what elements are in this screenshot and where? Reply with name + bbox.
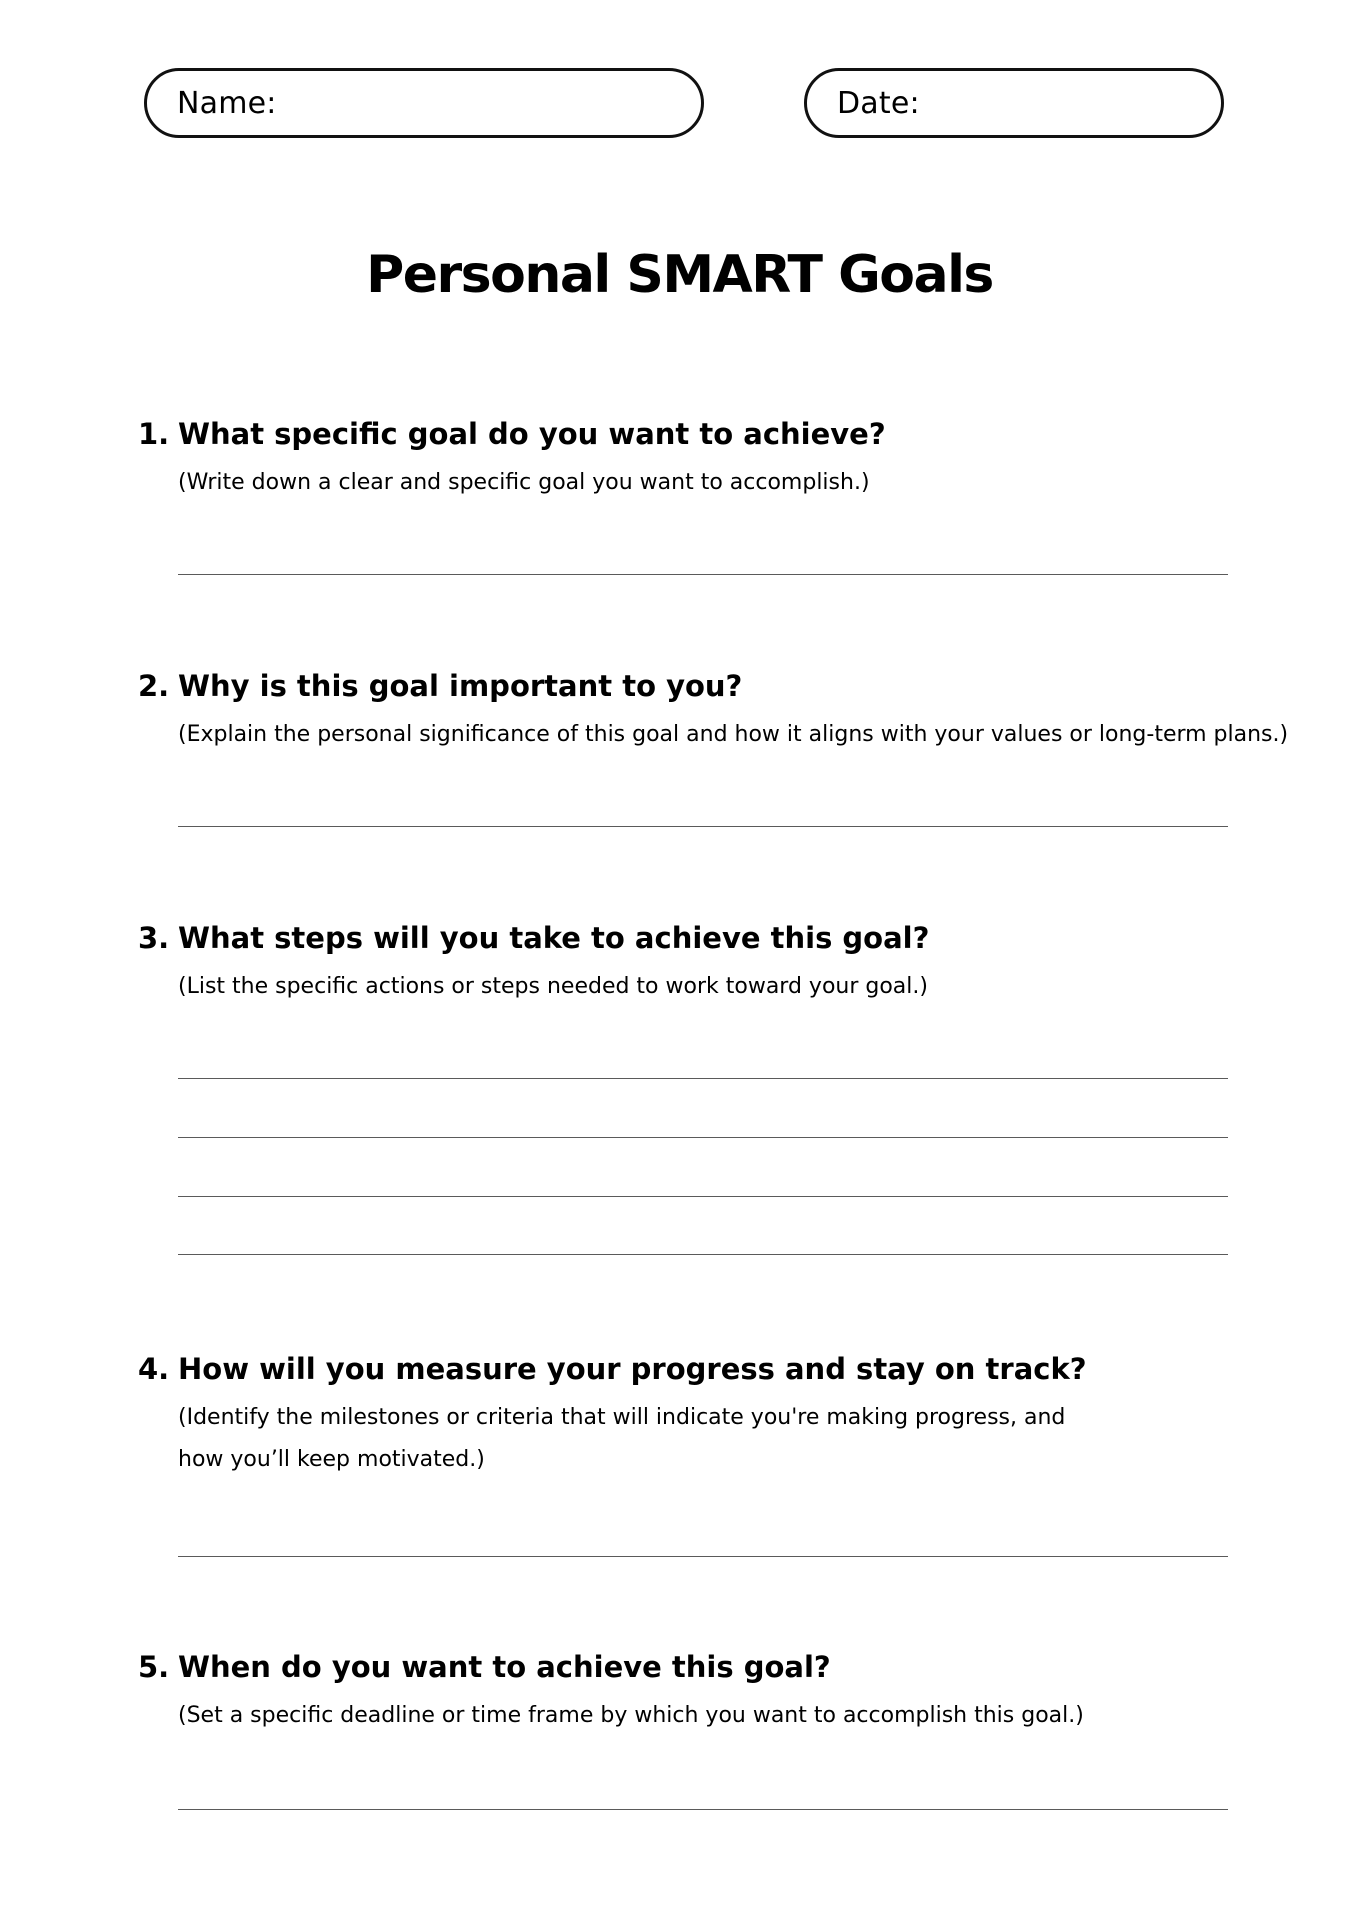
question-text: How will you measure your progress and stay on track? (178, 1352, 1087, 1386)
question-2 (138, 666, 1289, 756)
question-5 (138, 1647, 1228, 1737)
date-field[interactable] (804, 68, 1224, 138)
question-number: 3. (138, 921, 170, 955)
question-hint-line: (Identify the milestones or criteria that will indicate you're making progress, and (178, 1405, 1066, 1430)
question-text: What specific goal do you want to achieve? (178, 417, 886, 451)
answer-line[interactable] (178, 574, 1228, 575)
name-label: Name: (177, 85, 277, 121)
question-hint: (Explain the personal significance of this goal and how it aligns with your values or long-term plans.) (178, 722, 1289, 747)
question-number: 4. (138, 1352, 170, 1386)
question-text: Why is this goal important to you? (178, 669, 743, 703)
name-field[interactable] (144, 68, 704, 138)
question-text: What steps will you take to achieve this goal? (178, 921, 930, 955)
question-4 (138, 1349, 1228, 1481)
answer-line[interactable] (178, 1809, 1228, 1810)
question-number: 2. (138, 669, 170, 703)
question-number: 1. (138, 417, 170, 451)
answer-line[interactable] (178, 1078, 1228, 1079)
answer-line[interactable] (178, 1196, 1228, 1197)
page-title: Personal SMART Goals (366, 245, 993, 305)
question-hint: (Set a specific deadline or time frame by which you want to accomplish this goal.) (178, 1703, 1084, 1728)
answer-line[interactable] (178, 826, 1228, 827)
question-hint: (List the specific actions or steps needed to work toward your goal.) (178, 974, 928, 999)
answer-line[interactable] (178, 1556, 1228, 1557)
question-1 (138, 414, 1228, 504)
question-hint-line: how you’ll keep motivated.) (178, 1447, 485, 1472)
answer-line[interactable] (178, 1137, 1228, 1138)
question-number: 5. (138, 1650, 170, 1684)
answer-line[interactable] (178, 1254, 1228, 1255)
question-text: When do you want to achieve this goal? (178, 1650, 831, 1684)
question-hint (178, 1397, 1228, 1481)
date-label: Date: (837, 85, 920, 121)
question-hint: (Write down a clear and specific goal you want to accomplish.) (178, 470, 870, 495)
question-3 (138, 918, 1228, 1008)
